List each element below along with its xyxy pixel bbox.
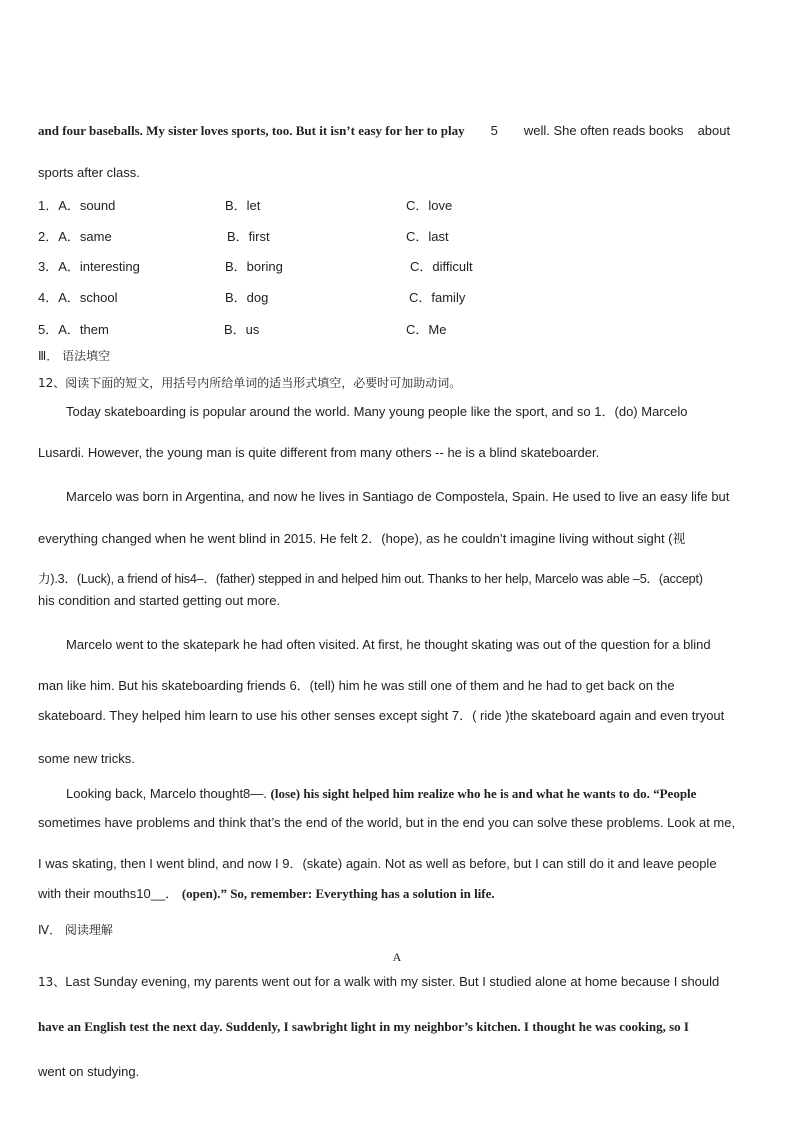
passage-text: (lose) his sight helped him realize who he is and what he wants to do. “People (270, 786, 697, 801)
passage-text: (open).” So, remember: Everything has a solution in life. (181, 886, 495, 901)
option-a: 4．A．school (38, 290, 118, 305)
section-heading: Ⅳ． 阅读理解 (38, 923, 113, 937)
passage-text: about (697, 123, 731, 138)
passage-line: have an English test the next day. Suddenly, I sawbright light in my neighbor’s kitchen. I thought he was cooking, so I (38, 1019, 689, 1034)
passage-line: man like him. But his skateboarding friends 6．(tell) him he was still one of them and he had to get back on the (38, 678, 675, 693)
passage-text: Last Sunday evening, my parents went out for a walk with my sister. But I studied alone at home because I should (65, 974, 720, 989)
passage-label: A (392, 950, 402, 964)
passage-line (38, 886, 495, 902)
passage-line: sports after class. (38, 165, 140, 180)
passage-text: well. She often reads books (523, 123, 684, 138)
passage-text: Looking back, Marcelo thought8—. (66, 786, 267, 801)
passage-line: sometimes have problems and think that’s the end of the world, but in the end you can solve these problems. Look at me, (38, 815, 736, 830)
question-number: 13、 (38, 975, 66, 989)
option-c: C．love (406, 198, 453, 213)
option-c: C．last (406, 229, 449, 244)
option-b: B．dog (225, 290, 269, 305)
option-b: B．us (224, 322, 260, 337)
passage-line (38, 974, 719, 990)
passage-line: some new tricks. (38, 751, 135, 766)
passage-text: with their mouths10__． (38, 886, 179, 901)
passage-line: Marcelo was born in Argentina, and now he lives in Santiago de Compostela, Spain. He used to live an easy life but (66, 489, 730, 504)
passage-line: Lusardi. However, the young man is quite different from many others -- he is a blind skateboarder. (38, 445, 600, 460)
option-a: 3．A．interesting (38, 259, 140, 274)
question-instruction: 12、阅读下面的短文，用括号内所给单词的适当形式填空，必要时可加助动词。 (38, 376, 462, 390)
option-c: C．difficult (410, 259, 473, 274)
blank-number: 5 (490, 123, 498, 138)
section-heading: Ⅲ． 语法填空 (38, 349, 111, 363)
passage-line: skateboard. They helped him learn to use his other senses except sight 7．( ride )the skateboard again and even tryout (38, 708, 725, 723)
option-a: 2．A．same (38, 229, 112, 244)
option-a: 1．A．sound (38, 198, 116, 213)
passage-line (38, 123, 730, 139)
option-c: C．family (409, 290, 466, 305)
passage-line: everything changed when he went blind in 2015. He felt 2．(hope), as he couldn’t imagine living without sight (视 (38, 531, 686, 546)
passage-line: his condition and started getting out more. (38, 593, 281, 608)
option-b: B．boring (225, 259, 283, 274)
passage-line: went on studying. (38, 1064, 140, 1079)
passage-line: I was skating, then I went blind, and now I 9．(skate) again. Not as well as before, but I can still do it and leave people (38, 856, 717, 871)
option-a: 5．A．them (38, 322, 109, 337)
option-b: B．let (225, 198, 261, 213)
passage-text: and four baseballs. My sister loves sports, too. But it isn’t easy for her to play (38, 123, 465, 138)
option-b: B．first (227, 229, 270, 244)
passage-line (66, 786, 696, 802)
passage-line: Today skateboarding is popular around the world. Many young people like the sport, and so 1．(do) Marcelo (66, 404, 688, 419)
passage-line: Marcelo went to the skatepark he had often visited. At first, he thought skating was out of the question for a blind (66, 637, 711, 652)
passage-line: 力).3．(Luck), a friend of his4–．(father) stepped in and helped him out. Thanks to her help, Marcelo was able –5．(accept) (38, 572, 703, 586)
option-c: C．Me (406, 322, 447, 337)
